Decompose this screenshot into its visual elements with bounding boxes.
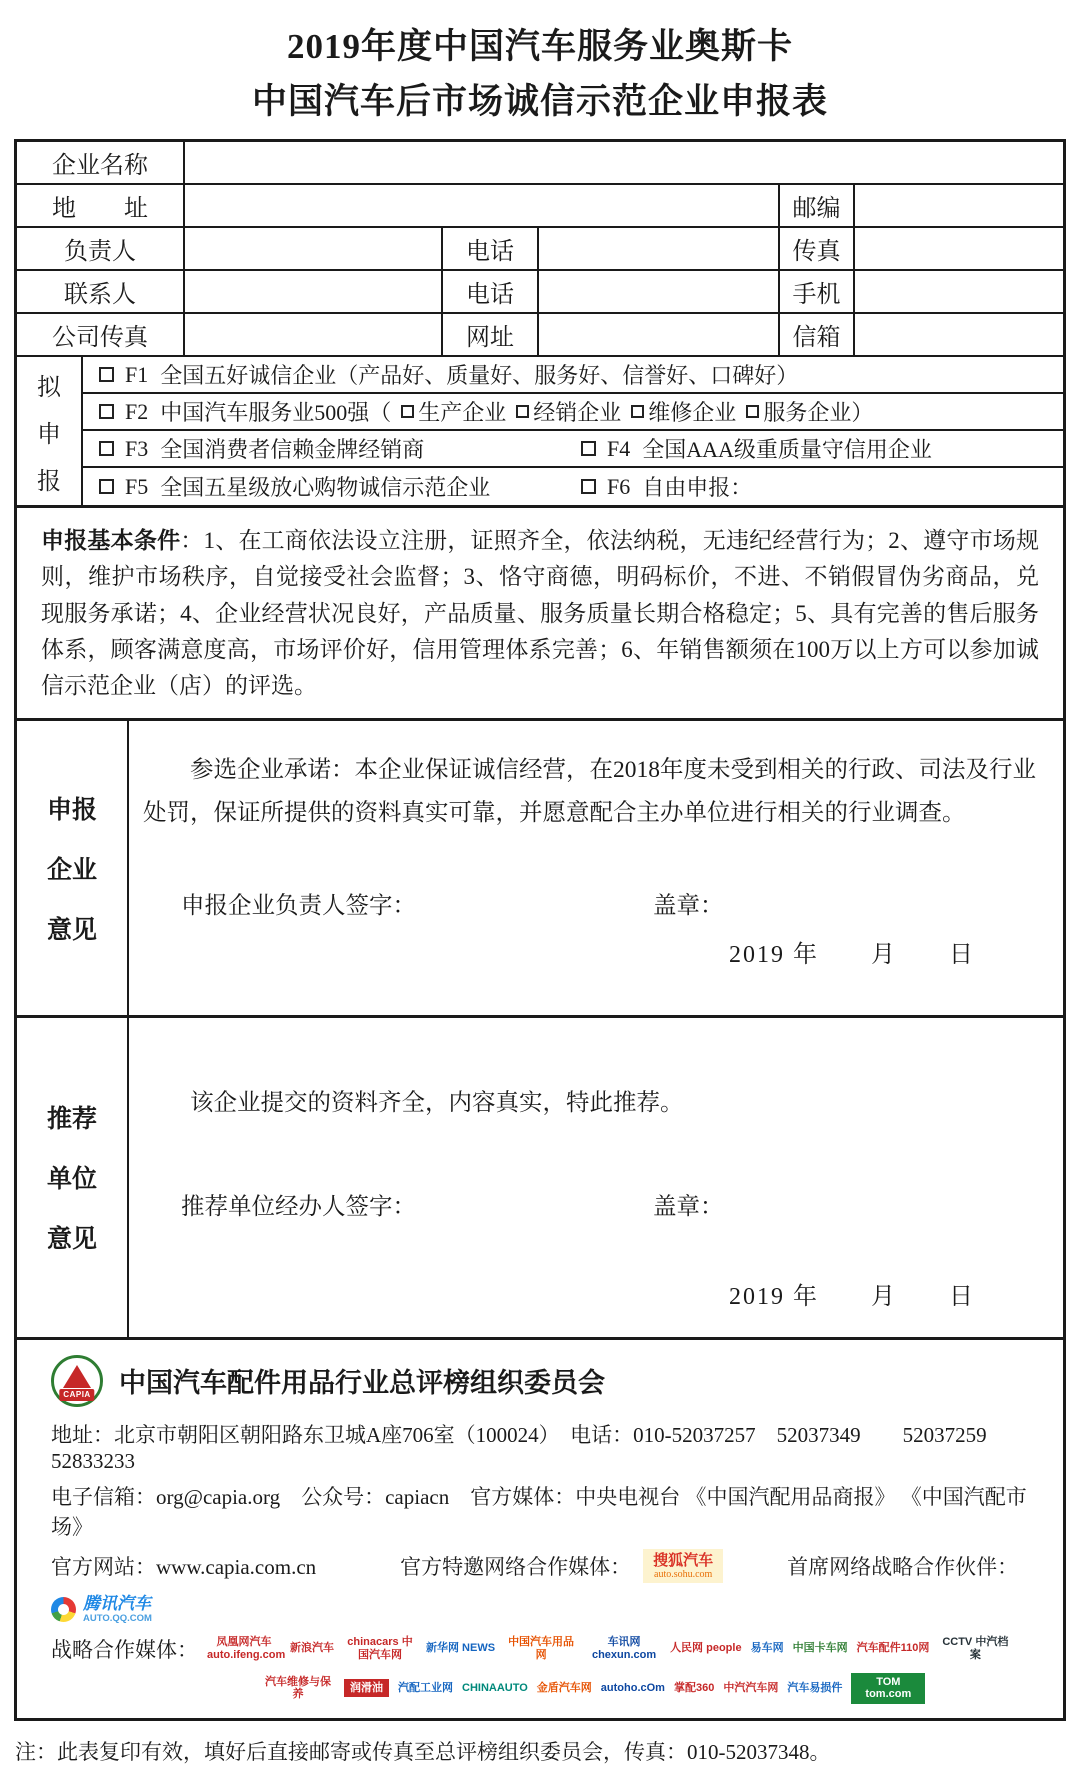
f1-code: F1 bbox=[125, 361, 149, 387]
contact-label: 联系人 bbox=[17, 271, 185, 312]
media-logo-wearing-parts: 汽车易损件 bbox=[787, 1681, 843, 1694]
f1-text: 全国五好诚信企业（产品好、质量好、服务好、信誉好、口碑好） bbox=[160, 363, 799, 388]
row-principal bbox=[17, 228, 1063, 271]
fax-label: 传真 bbox=[778, 228, 855, 269]
organizer-footer bbox=[17, 1340, 1063, 1718]
apply-option-f1 bbox=[83, 357, 1063, 394]
checkbox-f2-dealer-icon[interactable] bbox=[516, 405, 529, 418]
committee-name: 中国汽车配件用品行业总评榜组织委员会 bbox=[119, 1368, 605, 1399]
mobile-input[interactable] bbox=[855, 271, 1063, 312]
media-logo-ifeng-auto: 凤凰网汽车 auto.ifeng.com bbox=[207, 1635, 286, 1661]
title-line-2: 中国汽车后市场诚信示范企业申报表 bbox=[251, 82, 828, 121]
applicant-seal-label: 盖章： bbox=[653, 892, 724, 919]
media-logo-chinacars: chinacars 中国汽车网 bbox=[347, 1635, 413, 1661]
checkbox-f4-icon[interactable] bbox=[581, 441, 596, 456]
media-logo-chinatruck: 中国卡车网 bbox=[792, 1642, 848, 1655]
footnote: 注：此表复印有效，填好后直接邮寄或传真至总评榜组织委员会，传真：010-52037348。 bbox=[15, 1739, 831, 1764]
website-label: 网址 bbox=[443, 314, 539, 355]
basic-conditions bbox=[17, 508, 1063, 721]
tencent-auto-logo: 腾讯汽车 AUTO.QQ.COM bbox=[51, 1595, 152, 1624]
checkbox-f5-icon[interactable] bbox=[99, 479, 114, 494]
company-name-input[interactable] bbox=[185, 142, 1063, 183]
form-title bbox=[0, 0, 1080, 124]
f3-text: 全国消费者信赖金牌经销商 bbox=[160, 437, 425, 462]
media-logo-yiche: 易车网 bbox=[750, 1642, 784, 1655]
strategic-media-row-2 bbox=[261, 1673, 1039, 1704]
checkbox-f2-repair-icon[interactable] bbox=[631, 405, 644, 418]
recommend-sign-label: 推荐单位经办人签字： bbox=[181, 1194, 416, 1221]
website-input[interactable] bbox=[539, 314, 778, 355]
application-form-table bbox=[14, 139, 1066, 1721]
f5-text: 全国五星级放心购物诚信示范企业 bbox=[160, 475, 491, 500]
applicant-promise-text: 参选企业承诺：本企业保证诚信经营，在2018年度未受到相关的行政、司法及行业处罚，保证所提供的资料真实可靠，并愿意配合主办单位进行相关的行业调查。 bbox=[143, 756, 1036, 827]
address-input[interactable] bbox=[185, 185, 778, 226]
strategic-media-label: 战略合作媒体： bbox=[51, 1637, 198, 1662]
title-line-1: 2019年度中国汽车服务业奥斯卡 bbox=[286, 27, 793, 66]
f5-code: F5 bbox=[125, 473, 149, 499]
media-logo-people: 人民网 people bbox=[670, 1642, 742, 1655]
recommend-statement-text: 该企业提交的资料齐全，内容真实，特此推荐。 bbox=[190, 1089, 684, 1116]
postcode-input[interactable] bbox=[855, 185, 1063, 226]
capia-logo-emblem bbox=[63, 1365, 91, 1388]
company-fax-input[interactable] bbox=[185, 314, 443, 355]
media-logo-zhongqi-auto: 中汽汽车网 bbox=[723, 1681, 779, 1694]
f2-option-service: 服务企业 bbox=[763, 400, 852, 425]
principal-input[interactable] bbox=[185, 228, 443, 269]
phone-input[interactable] bbox=[539, 228, 778, 269]
checkbox-f3-icon[interactable] bbox=[99, 441, 114, 456]
company-name-label: 企业名称 bbox=[17, 142, 185, 183]
media-logo-xinhuanet: 新华网 NEWS bbox=[426, 1642, 496, 1655]
f2-prefix: 中国汽车服务业500强（ bbox=[160, 400, 392, 425]
f2-suffix: ） bbox=[851, 400, 874, 425]
fax-input[interactable] bbox=[855, 228, 1063, 269]
apply-option-f4 bbox=[581, 433, 1063, 464]
f2-code: F2 bbox=[125, 398, 149, 424]
mailbox-label: 信箱 bbox=[778, 314, 855, 355]
basic-conditions-label: 申报基本条件 bbox=[41, 528, 181, 553]
committee-row bbox=[51, 1355, 1039, 1407]
row-company-fax bbox=[17, 314, 1063, 357]
recommend-sign-row bbox=[181, 1187, 1039, 1221]
footer-website-line[interactable]: 官方网站：www.capia.com.cn bbox=[51, 1555, 317, 1580]
capia-logo-text: CAPIA bbox=[59, 1389, 94, 1401]
row-address bbox=[17, 185, 1063, 228]
media-logo-sina-auto: 新浪汽车 bbox=[290, 1642, 334, 1655]
phone2-input[interactable] bbox=[539, 271, 778, 312]
media-logo-chexun: 车讯网 chexun.com bbox=[591, 1635, 657, 1661]
company-fax-label: 公司传真 bbox=[17, 314, 185, 355]
f4-text: 全国AAA级重质量守信用企业 bbox=[642, 437, 932, 462]
row-company-name bbox=[17, 142, 1063, 185]
chief-partner-label: 首席网络战略合作伙伴： bbox=[787, 1555, 1019, 1580]
invited-media-label: 官方特邀网络合作媒体： bbox=[400, 1555, 632, 1580]
f3-code: F3 bbox=[125, 435, 149, 461]
mobile-label: 手机 bbox=[778, 271, 855, 312]
media-logo-auto-supplies: 中国汽车用品网 bbox=[508, 1635, 575, 1661]
checkbox-f1-icon[interactable] bbox=[99, 367, 114, 382]
checkbox-f2-icon[interactable] bbox=[99, 404, 114, 419]
f4-code: F4 bbox=[607, 435, 631, 461]
apply-option-f5-f6 bbox=[83, 468, 1063, 505]
applicant-date-line: 2019 年 月 日 bbox=[729, 941, 975, 968]
media-logo-parts110: 汽车配件110网 bbox=[856, 1642, 930, 1655]
apply-section-label: 拟 申 报 bbox=[17, 357, 83, 505]
media-logo-zhangpei360: 掌配360 bbox=[673, 1681, 715, 1694]
footer-website-row bbox=[51, 1549, 1039, 1625]
media-logo-repair-maintain: 汽车维修与保养 bbox=[265, 1675, 331, 1701]
f2-option-production: 生产企业 bbox=[418, 400, 507, 425]
recommend-opinion-label: 推荐 单位 意见 bbox=[17, 1018, 129, 1337]
checkbox-f6-icon[interactable] bbox=[581, 479, 596, 494]
media-logo-chinaauto: CHINAAUTO bbox=[462, 1681, 528, 1694]
checkbox-f2-production-icon[interactable] bbox=[401, 405, 414, 418]
basic-conditions-text: ：1、在工商依法设立注册，证照齐全，依法纳税，无违纪经营行为；2、遵守市场规则，维护市场秩序，自觉接受社会监督；3、恪守商德，明码标价，不进、不销假冒伪劣商品，兑现服务承诺；4、企业经营状况良好，产品质量、服务质量长期合格稳定；5、具有完善的售后服务体系，顾客满意度高，市场评价好，信用管理体系完善；6、年销售额须在100万以上方可以参加诚信示范企业（店）的评选。 bbox=[41, 528, 1040, 699]
strategic-media-row-1 bbox=[51, 1634, 1039, 1664]
media-logo-autoho: autoho.cOm bbox=[600, 1681, 665, 1694]
checkbox-f2-service-icon[interactable] bbox=[746, 405, 759, 418]
media-logo-tom: TOM tom.com bbox=[851, 1673, 925, 1704]
applicant-sign-row bbox=[181, 886, 1039, 920]
contact-input[interactable] bbox=[185, 271, 443, 312]
phone-label: 电话 bbox=[443, 228, 539, 269]
address-label: 地 址 bbox=[17, 185, 185, 226]
media-logo-parts-industry: 汽配工业网 bbox=[398, 1681, 453, 1694]
mailbox-input[interactable] bbox=[855, 314, 1063, 355]
apply-option-f6 bbox=[581, 471, 1063, 502]
apply-option-f2 bbox=[83, 394, 1063, 431]
recommend-opinion-section bbox=[17, 1018, 1063, 1340]
applicant-sign-label: 申报企业负责人签字： bbox=[181, 892, 416, 919]
footer-address-line: 地址：北京市朝阳区朝阳路东卫城A座706室（100024） 电话：010-52037257 52037349 52037259 52833233 bbox=[51, 1422, 1008, 1473]
f6-code: F6 bbox=[607, 473, 631, 499]
row-contact bbox=[17, 271, 1063, 314]
tencent-logo-icon bbox=[51, 1597, 76, 1622]
applicant-opinion-label: 申报 企业 意见 bbox=[17, 721, 129, 1015]
media-logo-lubricant: 润滑油 bbox=[344, 1679, 389, 1698]
apply-option-f5 bbox=[99, 471, 581, 502]
f2-option-dealer: 经销企业 bbox=[533, 400, 622, 425]
footer-email-line: 电子信箱：org@capia.org 公众号：capiacn 官方媒体：中央电视台 《中国汽配用品商报》 《中国汽配市场》 bbox=[51, 1484, 1027, 1539]
f6-text: 自由申报： bbox=[642, 475, 753, 500]
apply-option-f3-f4 bbox=[83, 431, 1063, 468]
media-logo-cctv-archive: CCTV 中汽档案 bbox=[942, 1635, 1009, 1661]
phone2-label: 电话 bbox=[443, 271, 539, 312]
apply-section bbox=[17, 357, 1063, 508]
apply-option-f3 bbox=[99, 433, 581, 464]
media-logo-jindun-auto: 金盾汽车网 bbox=[536, 1681, 592, 1694]
recommend-seal-label: 盖章： bbox=[653, 1194, 724, 1221]
recommend-opinion-content bbox=[129, 1018, 1063, 1337]
applicant-opinion-section bbox=[17, 721, 1063, 1018]
capia-logo bbox=[51, 1355, 103, 1407]
principal-label: 负责人 bbox=[17, 228, 185, 269]
applicant-opinion-content bbox=[129, 721, 1063, 1015]
f2-option-repair: 维修企业 bbox=[648, 400, 737, 425]
sohu-auto-logo: 搜狐汽车 auto.sohu.com bbox=[643, 1549, 723, 1584]
recommend-date-line: 2019 年 月 日 bbox=[729, 1283, 975, 1310]
postcode-label: 邮编 bbox=[778, 185, 855, 226]
